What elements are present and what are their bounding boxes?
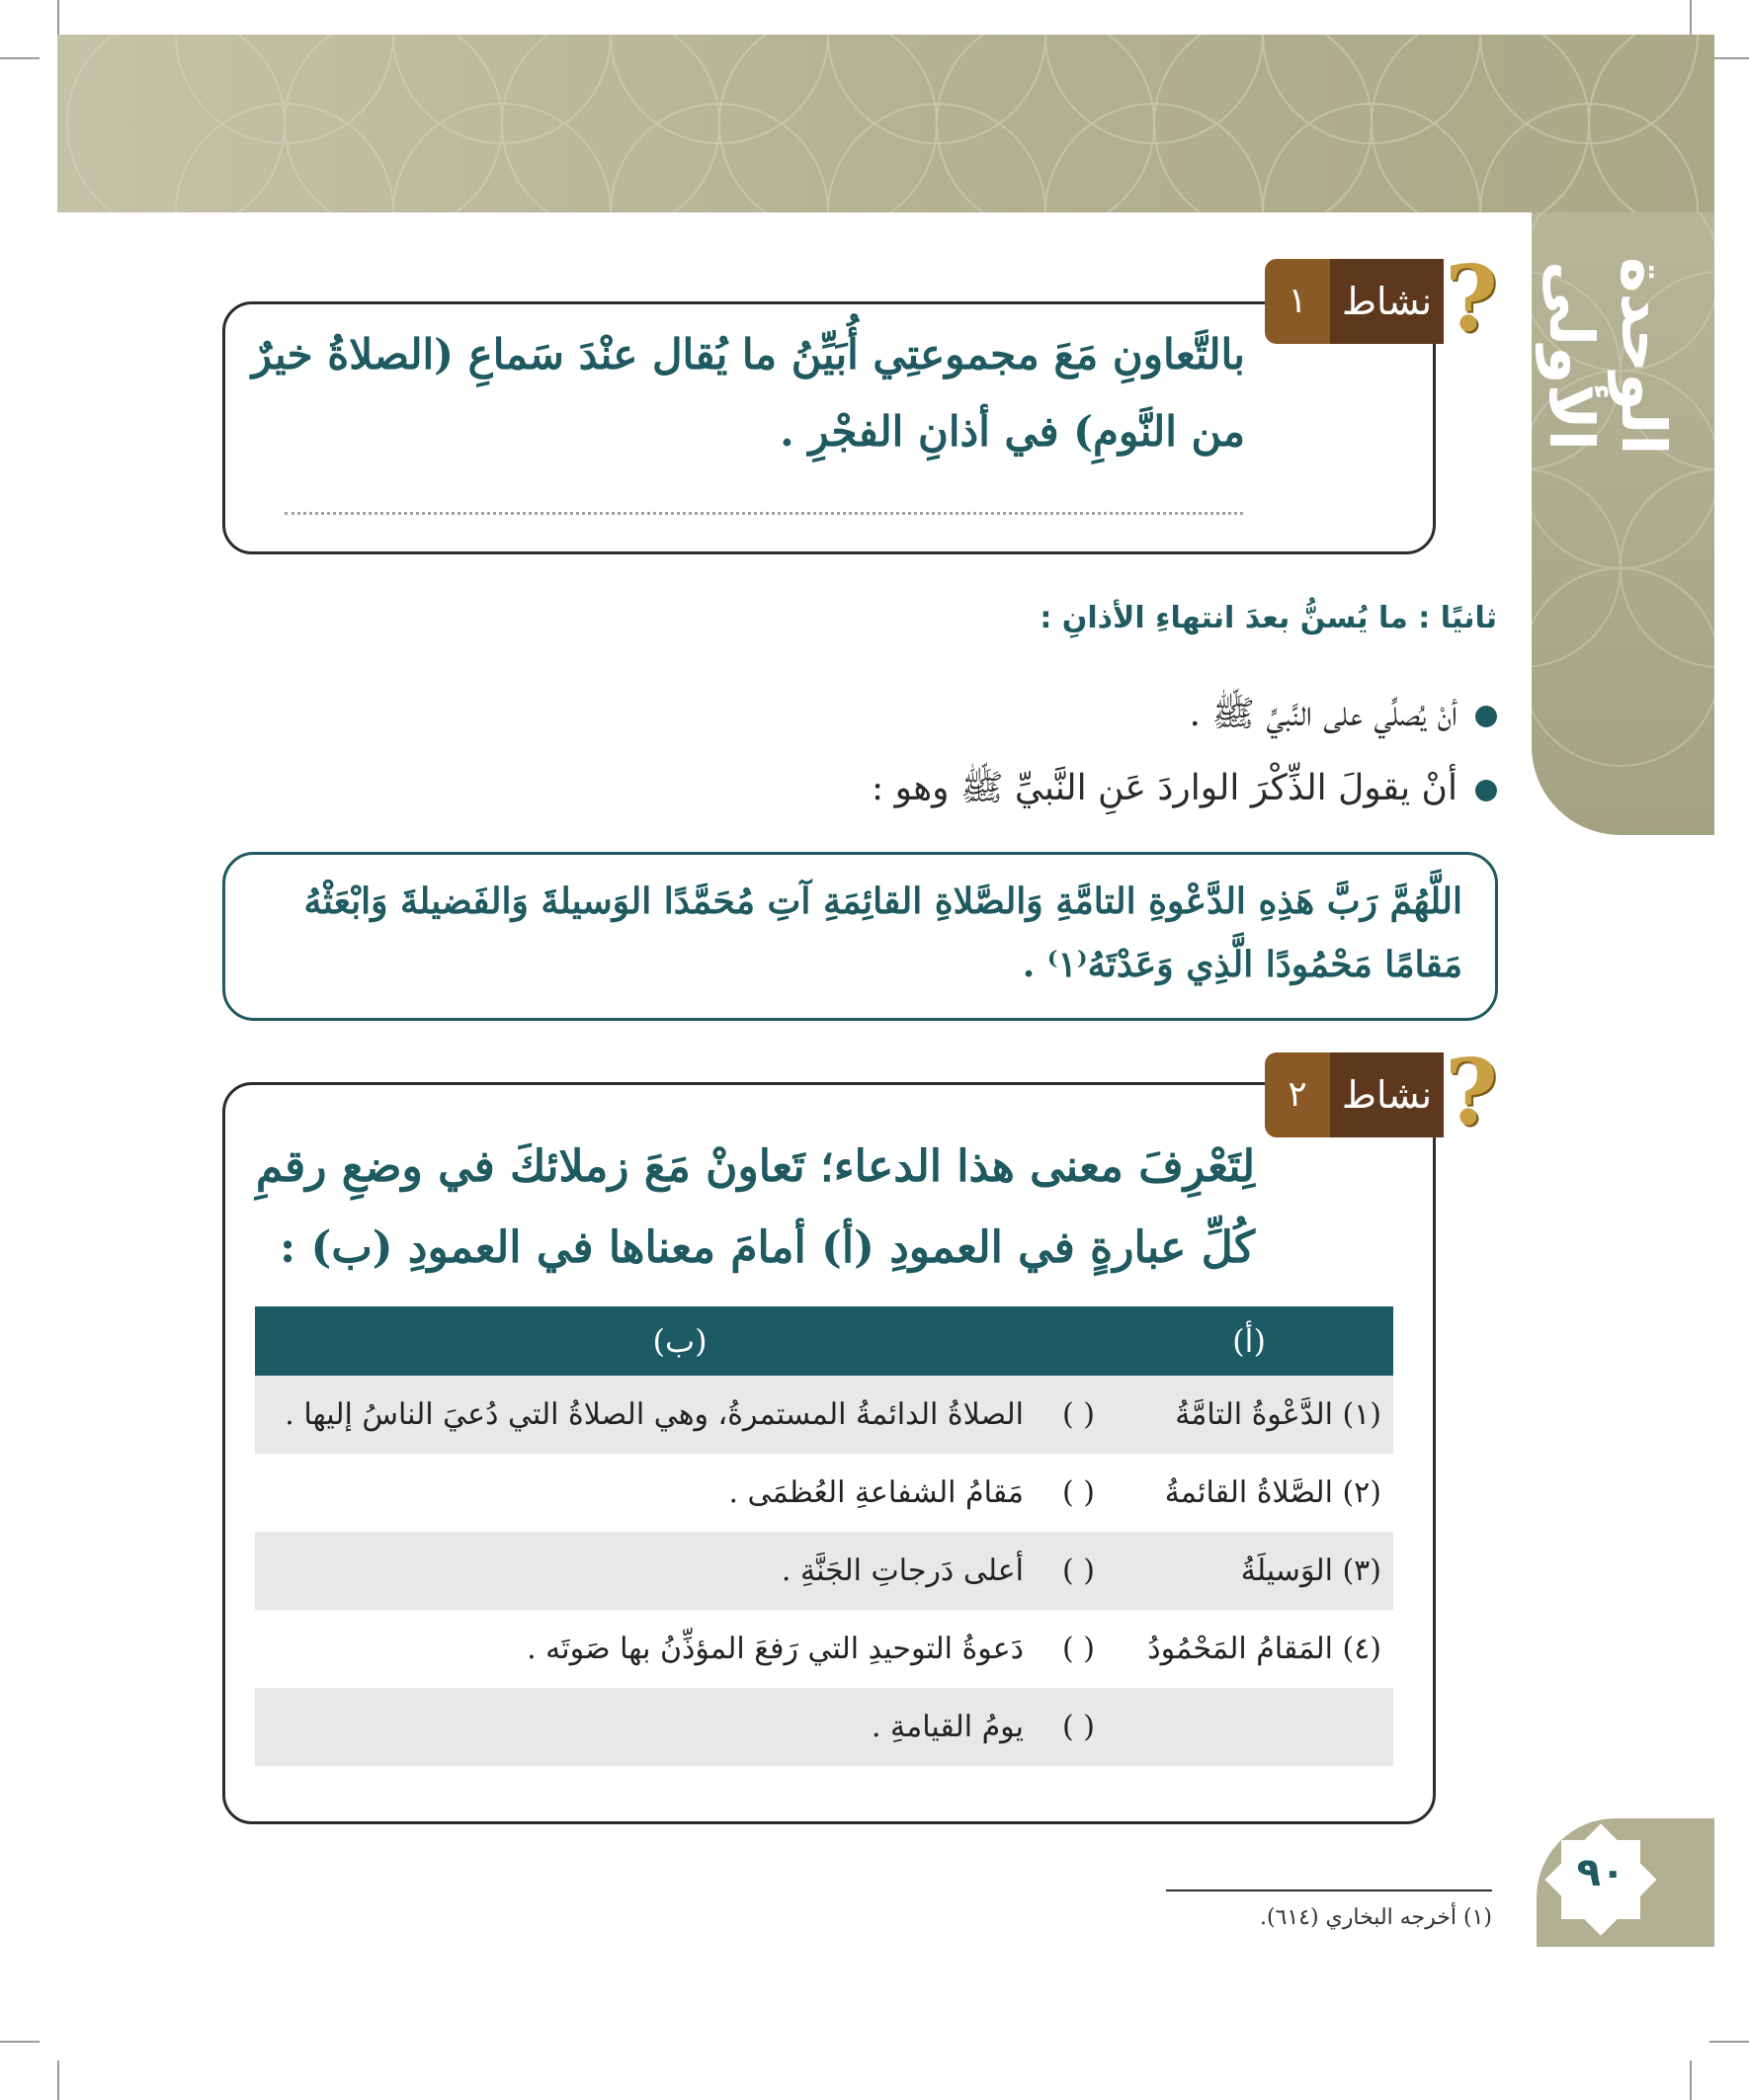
- dua-text: اللَّهُمَّ رَبَّ هَذِهِ الدَّعْوةِ التامَّةِ وَالصَّلاةِ القائِمَةِ آتِ مُحَمَّدًا الوَسيلةَ وَالفَضيلةَ وَابْعَثْهُ مَقامًا مَحْمُودًا الَّذِي وَعَدْتَهُ⁽١⁾ .: [303, 881, 1462, 985]
- meaning-cell: [255, 1688, 1105, 1766]
- bullet-item: [1190, 692, 1497, 743]
- activity2-text: لِتَعْرِفَ معنى هذا الدعاء؛ تَعاونْ مَعَ زملائكَ في وضعِ رقمِ كُلِّ عبارةٍ في العمودِ (أ) أمامَ معناها في العمودِ (ب) :: [255, 1141, 1255, 1273]
- answer-blank[interactable]: ( ): [1062, 1710, 1095, 1744]
- term-cell: (٣) الوَسيلَةُ: [1105, 1532, 1396, 1610]
- term-cell: (١) الدَّعْوةُ التامَّةُ: [1105, 1376, 1396, 1454]
- table-row: [255, 1688, 1396, 1766]
- answer-blank[interactable]: ( ): [1062, 1632, 1095, 1666]
- question-mark-icon: ?: [1445, 245, 1498, 352]
- term-cell: [1105, 1688, 1396, 1766]
- meaning-text: أعلى دَرجاتِ الجَنَّةِ .: [781, 1554, 1024, 1588]
- activity1-number: ١: [1265, 259, 1330, 344]
- activity2-tab: [1265, 1039, 1507, 1145]
- crop-mark: [57, 2060, 59, 2100]
- meaning-cell: [255, 1454, 1105, 1532]
- table-row: [255, 1454, 1396, 1532]
- crop-mark: [1709, 2041, 1749, 2043]
- answer-blank[interactable]: ( ): [1062, 1397, 1095, 1432]
- meaning-text: مَقامُ الشفاعةِ العُظمَى .: [728, 1475, 1024, 1510]
- bullet-dot-icon: [1475, 780, 1497, 801]
- meaning-text: يومُ القيامةِ .: [871, 1710, 1024, 1744]
- footnote: (١) أخرجه البخاري (٦١٤).: [1259, 1905, 1492, 1930]
- crop-mark: [0, 57, 40, 59]
- unit-title: الوحدة الأولى: [1536, 256, 1680, 456]
- header-band: [57, 35, 1714, 212]
- activity1-label: نشاط: [1330, 259, 1444, 344]
- table-row: [255, 1376, 1396, 1454]
- table-header-row: [255, 1306, 1396, 1376]
- activity2-number: ٢: [1265, 1052, 1330, 1137]
- bullet-item: [872, 766, 1497, 817]
- table-row: [255, 1610, 1396, 1688]
- column-b-header: (ب): [255, 1306, 1105, 1376]
- meaning-cell: [255, 1376, 1105, 1454]
- footnote-divider: [1166, 1890, 1492, 1891]
- term-cell: (٤) المَقامُ المَحْمُودُ: [1105, 1610, 1396, 1688]
- bullet-text: أنْ يُصلِّي على النَّبيِّ ﷺ .: [1189, 694, 1458, 734]
- crop-mark: [0, 2041, 40, 2043]
- crop-mark: [57, 0, 59, 40]
- bullet-text: أنْ يقولَ الذِّكْرَ الواردَ عَنِ النَّبيِّ ﷺ وهو :: [872, 768, 1458, 808]
- activity2-label: نشاط: [1330, 1052, 1444, 1137]
- crop-mark: [1690, 0, 1692, 40]
- bullet-dot-icon: [1475, 706, 1497, 727]
- meaning-text: الصلاةُ الدائمةُ المستمرةُ، وهي الصلاةُ التي دُعيَ الناسُ إليها .: [285, 1397, 1024, 1432]
- header-pattern: [57, 35, 1714, 212]
- meaning-text: دَعوةُ التوحيدِ التي رَفعَ المؤذِّنُ بها صَوتَه .: [527, 1632, 1024, 1666]
- matching-table: [255, 1306, 1396, 1766]
- table-row: [255, 1532, 1396, 1610]
- section2-heading: ثانيًا : ما يُسنُّ بعدَ انتهاءِ الأذانِ :: [1040, 601, 1497, 635]
- answer-dotted-line[interactable]: [285, 512, 1243, 515]
- question-mark-icon: ?: [1445, 1039, 1498, 1145]
- answer-blank[interactable]: ( ): [1062, 1475, 1095, 1510]
- meaning-cell: [255, 1610, 1105, 1688]
- page-number: ٩٠: [1576, 1850, 1625, 1895]
- crop-mark: [1690, 2060, 1692, 2100]
- column-a-header: (أ): [1105, 1306, 1396, 1376]
- activity1-tab: [1265, 245, 1507, 352]
- crop-mark: [1709, 57, 1749, 59]
- answer-blank[interactable]: ( ): [1062, 1554, 1095, 1588]
- activity1-text: بالتَّعاونِ مَعَ مجموعتِي أُبَيِّنُ ما يُقال عنْدَ سَماعِ (الصلاةُ خيرٌ من النَّومِ) في أذانِ الفجْرِ .: [251, 330, 1245, 456]
- term-cell: (٢) الصَّلاةُ القائمةُ: [1105, 1454, 1396, 1532]
- meaning-cell: [255, 1532, 1105, 1610]
